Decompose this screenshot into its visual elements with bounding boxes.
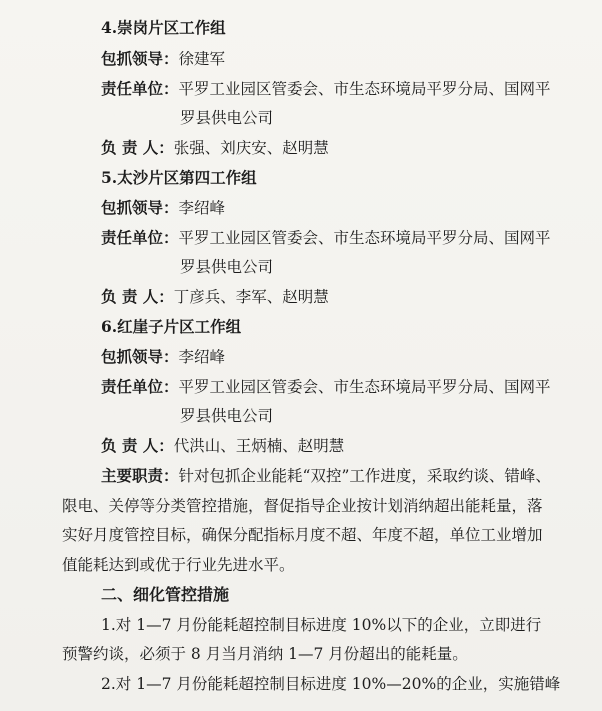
persons-names: 丁彦兵、李军、赵明慧 bbox=[173, 288, 329, 306]
leader-label: 包抓领导： bbox=[101, 198, 179, 217]
group-title: 5.太沙片区第四工作组 bbox=[101, 168, 257, 187]
units-text-cont: 罗县供电公司 bbox=[180, 109, 274, 127]
persons-label: 负 责 人： bbox=[101, 436, 174, 455]
duties-label: 主要职责： bbox=[101, 466, 179, 485]
measure-item: 1.对 1—7 月份能耗超控制目标进度 10%以下的企业，立即进行 bbox=[101, 616, 542, 634]
units-text: 平罗工业园区管委会、市生态环境局平罗分局、国网平 bbox=[178, 229, 551, 247]
persons-label: 负 责 人： bbox=[101, 138, 174, 157]
measure-item: 2.对 1—7 月份能耗超控制目标进度 10%—20%的企业，实施错峰 bbox=[101, 675, 561, 693]
measure-item-cont: 预警约谈，必须于 8 月当月消纳 1—7 月份超出的能耗量。 bbox=[62, 645, 468, 663]
leader-row bbox=[101, 347, 225, 367]
leader-row bbox=[101, 198, 225, 218]
unit-row bbox=[101, 79, 551, 99]
units-text-cont: 罗县供电公司 bbox=[180, 407, 274, 425]
units-text-cont: 罗县供电公司 bbox=[180, 258, 274, 276]
persons-label: 负 责 人： bbox=[101, 287, 174, 306]
persons-row bbox=[101, 138, 329, 158]
group-title: 6.红崖子片区工作组 bbox=[101, 317, 242, 336]
units-text: 平罗工业园区管委会、市生态环境局平罗分局、国网平 bbox=[178, 80, 551, 98]
leader-label: 包抓领导： bbox=[101, 49, 179, 68]
group-title: 4.崇岗片区工作组 bbox=[101, 18, 226, 37]
leader-name: 李绍峰 bbox=[178, 199, 226, 217]
leader-name: 徐建军 bbox=[178, 50, 226, 68]
unit-label: 责任单位： bbox=[101, 228, 179, 247]
persons-names: 张强、刘庆安、赵明慧 bbox=[173, 139, 329, 157]
unit-row bbox=[101, 377, 551, 397]
persons-row bbox=[101, 436, 344, 456]
duties-line bbox=[101, 466, 551, 486]
duties-text-cont: 限电、关停等分类管控措施，督促指导企业按计划消纳超出能耗量，落 bbox=[62, 497, 543, 515]
unit-label: 责任单位： bbox=[101, 79, 179, 98]
duties-text-cont: 实好月度管控目标，确保分配指标月度不超、年度不超，单位工业增加 bbox=[62, 526, 543, 544]
leader-name: 李绍峰 bbox=[178, 348, 226, 366]
duties-text-cont: 值能耗达到或优于行业先进水平。 bbox=[62, 556, 295, 574]
units-text: 平罗工业园区管委会、市生态环境局平罗分局、国网平 bbox=[178, 378, 551, 396]
unit-label: 责任单位： bbox=[101, 377, 179, 396]
section-heading: 二、细化管控措施 bbox=[101, 585, 230, 604]
persons-names: 代洪山、王炳楠、赵明慧 bbox=[173, 437, 345, 455]
unit-row bbox=[101, 228, 551, 248]
persons-row bbox=[101, 287, 329, 307]
leader-row bbox=[101, 49, 225, 69]
duties-text: 针对包抓企业能耗“双控”工作进度，采取约谈、错峰、 bbox=[178, 467, 551, 485]
leader-label: 包抓领导： bbox=[101, 347, 179, 366]
